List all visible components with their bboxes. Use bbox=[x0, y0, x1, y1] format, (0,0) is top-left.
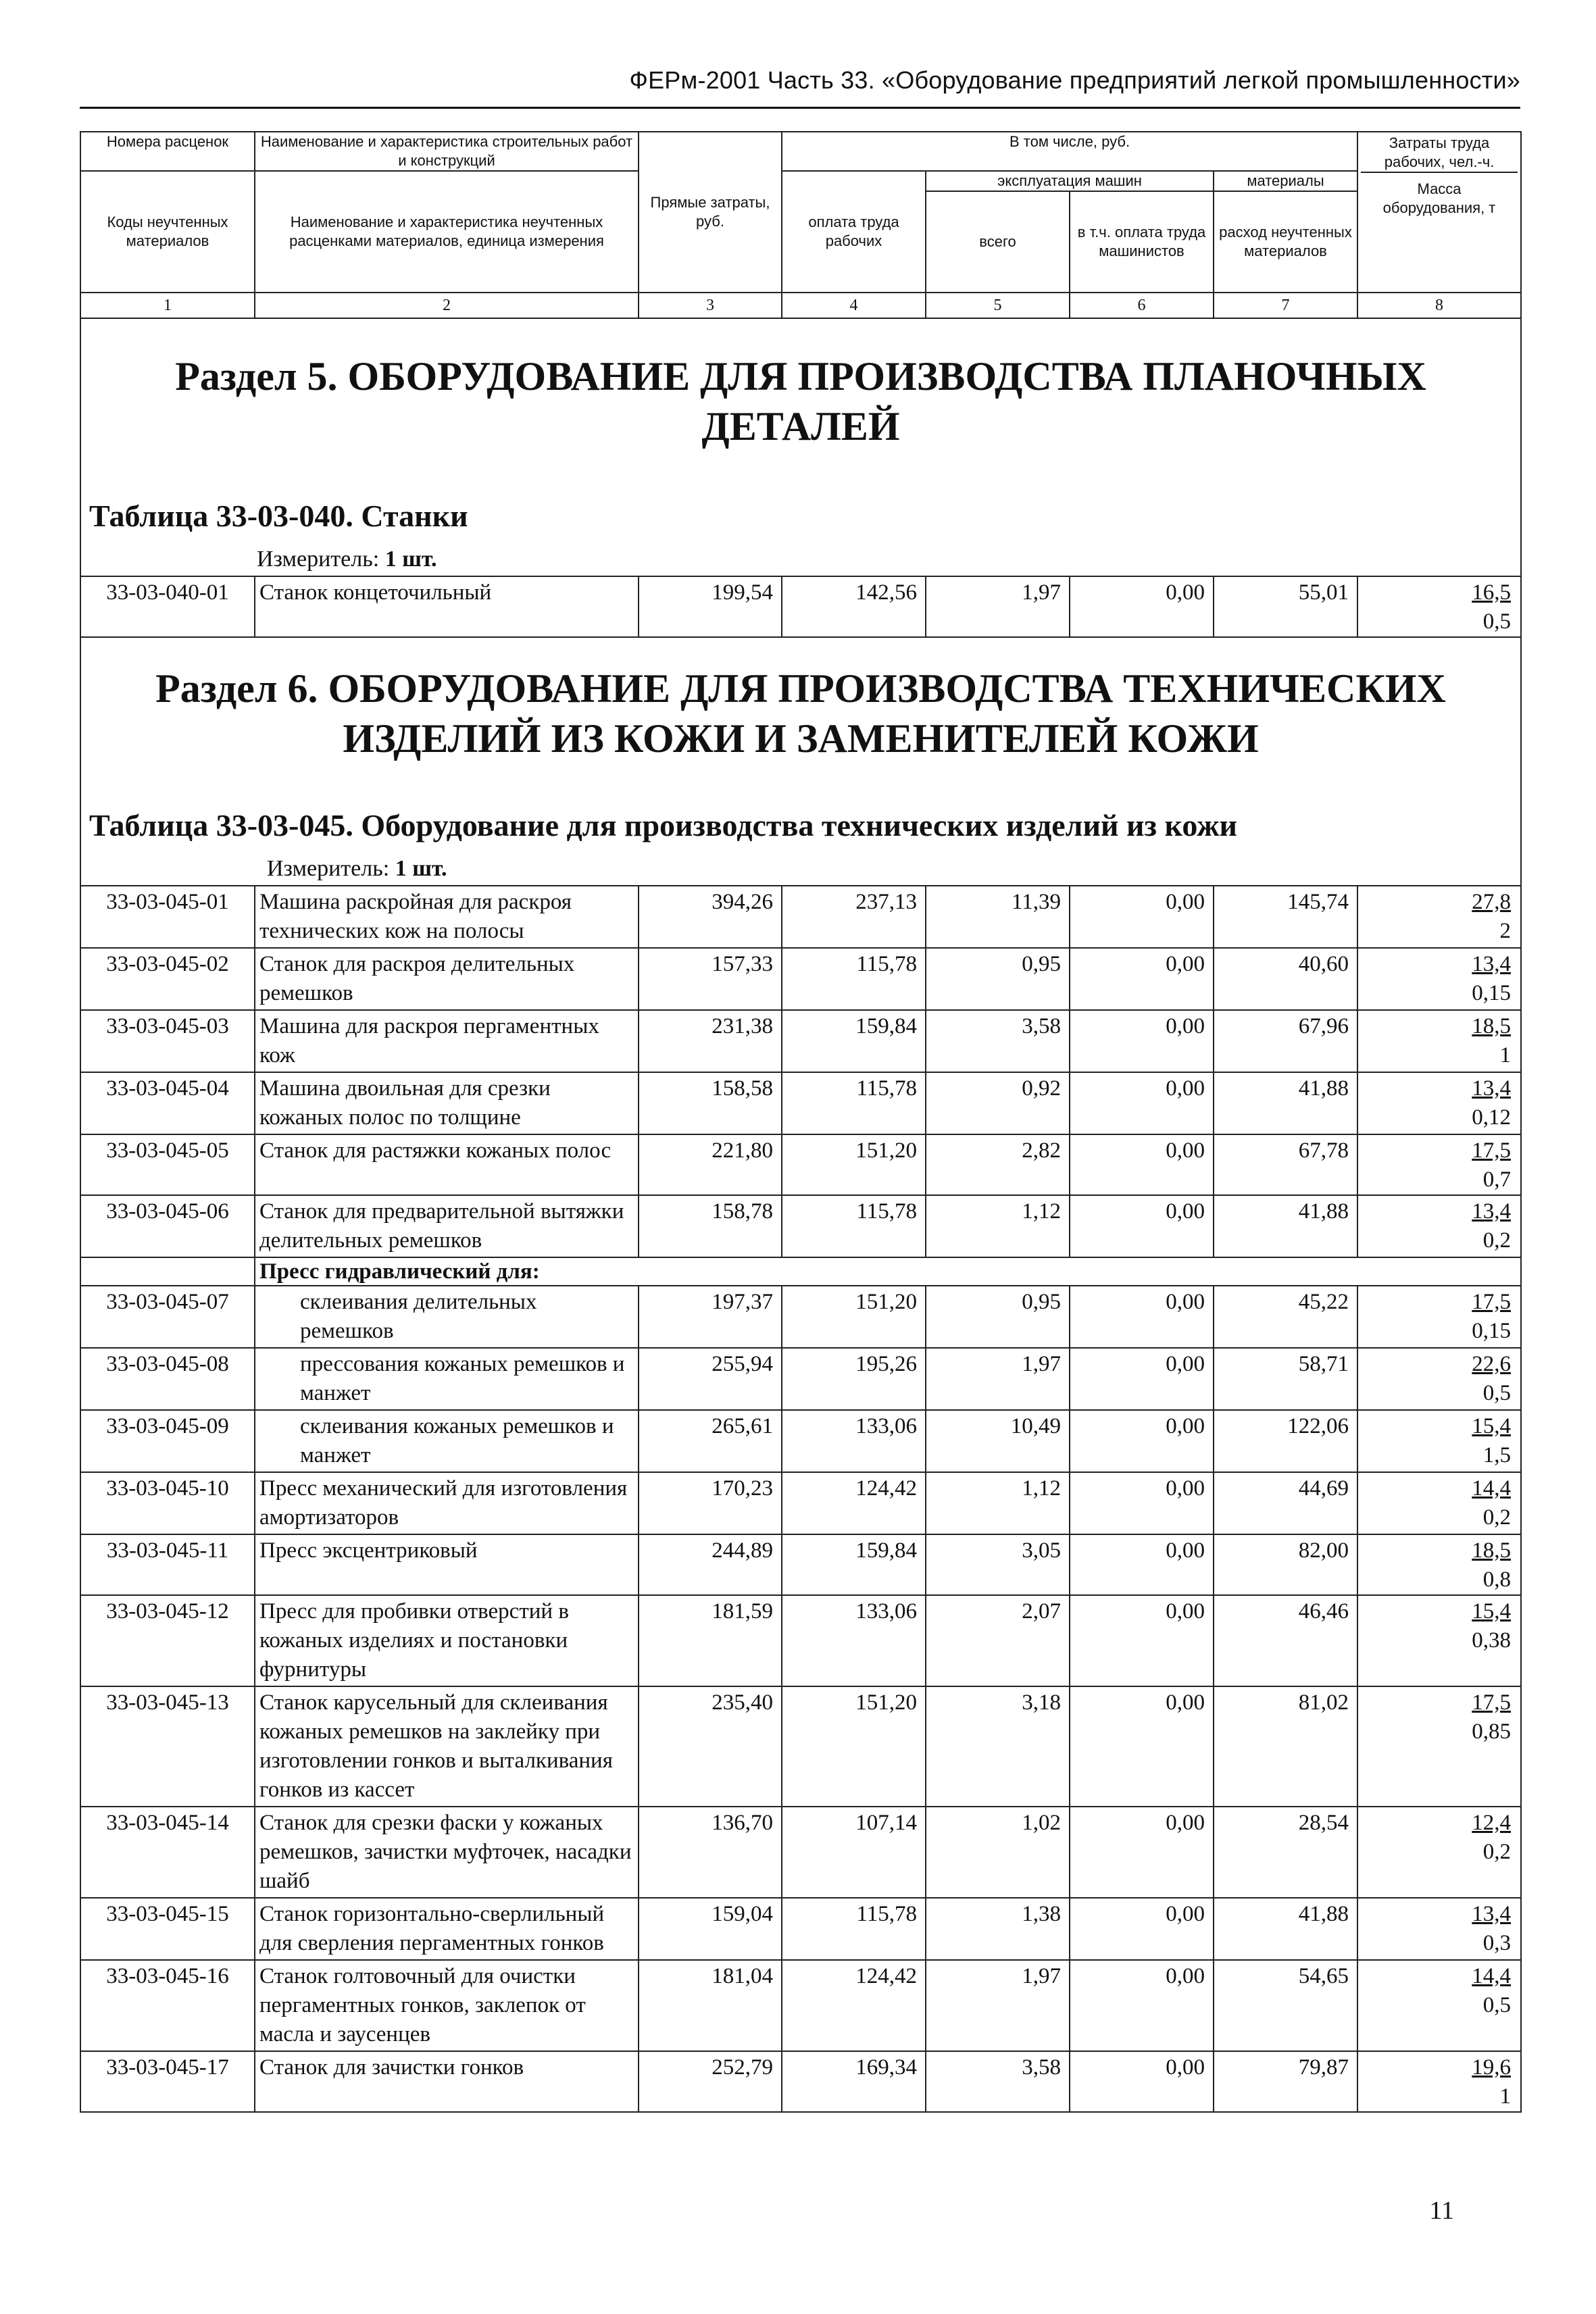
machine-ops: 1,97 bbox=[926, 1960, 1070, 2051]
labor-and-mass bbox=[1357, 1348, 1521, 1410]
equipment-mass: 0,2 bbox=[1482, 1228, 1512, 1253]
labor-hours: 18,5 bbox=[1472, 1014, 1512, 1038]
column-number: 5 bbox=[926, 293, 1070, 318]
column-number: 6 bbox=[1070, 293, 1214, 318]
equipment-mass: 0,85 bbox=[1472, 1719, 1512, 1744]
header-col2-top: Наименование и характеристика строительных работ и конструкций bbox=[255, 132, 639, 171]
equipment-mass: 1 bbox=[1499, 1043, 1512, 1067]
machine-ops: 10,49 bbox=[926, 1410, 1070, 1472]
machine-labor: 0,00 bbox=[1070, 1595, 1214, 1686]
materials: 81,02 bbox=[1214, 1686, 1357, 1807]
equipment-mass: 0,2 bbox=[1482, 1840, 1512, 1864]
machine-ops: 3,18 bbox=[926, 1686, 1070, 1807]
rate-code: 33-03-045-03 bbox=[80, 1010, 255, 1072]
materials: 122,06 bbox=[1214, 1410, 1357, 1472]
table-row bbox=[80, 948, 1521, 1010]
work-name bbox=[255, 1286, 639, 1348]
rate-code: 33-03-045-15 bbox=[80, 1898, 255, 1960]
work-name: Пресс эксцентриковый bbox=[255, 1534, 639, 1595]
work-name-text: склеивания делительных ремешков bbox=[300, 1290, 537, 1343]
machine-ops: 1,97 bbox=[926, 1348, 1070, 1410]
table-row bbox=[80, 1595, 1521, 1686]
machine-ops: 0,92 bbox=[926, 1072, 1070, 1134]
page-number: 11 bbox=[1429, 2196, 1454, 2225]
labor-pay: 237,13 bbox=[782, 886, 926, 948]
labor-and-mass bbox=[1357, 1686, 1521, 1807]
labor-and-mass bbox=[1357, 1410, 1521, 1472]
machine-ops: 1,12 bbox=[926, 1195, 1070, 1257]
labor-hours: 13,4 bbox=[1472, 1076, 1512, 1101]
table-row bbox=[80, 1195, 1521, 1257]
rate-code: 33-03-045-10 bbox=[80, 1472, 255, 1534]
table-row bbox=[80, 1807, 1521, 1898]
equipment-mass: 0,5 bbox=[1482, 609, 1512, 634]
work-name: Станок для растяжки кожаных полос bbox=[255, 1134, 639, 1195]
labor-and-mass bbox=[1357, 1010, 1521, 1072]
labor-and-mass bbox=[1357, 1072, 1521, 1134]
labor-pay: 151,20 bbox=[782, 1286, 926, 1348]
work-name: Станок для предварительной вытяжки делительных ремешков bbox=[255, 1195, 639, 1257]
table-title: Таблица 33-03-045. Оборудование для производства технических изделий из кожи bbox=[89, 808, 1238, 842]
header-col2-bottom: Наименование и характеристика неучтенных расценками материалов, единица измерения bbox=[255, 171, 639, 293]
table-row bbox=[80, 1410, 1521, 1472]
unit-of-measure bbox=[81, 536, 1520, 576]
direct-costs: 221,80 bbox=[639, 1134, 782, 1195]
table-header bbox=[80, 132, 1521, 318]
machine-ops: 0,95 bbox=[926, 1286, 1070, 1348]
labor-pay: 115,78 bbox=[782, 1898, 926, 1960]
direct-costs: 181,59 bbox=[639, 1595, 782, 1686]
section-6 bbox=[80, 637, 1521, 886]
work-name-text: прессования кожаных ремешков и манжет bbox=[300, 1352, 625, 1405]
table-row bbox=[80, 1072, 1521, 1134]
rate-code: 33-03-045-14 bbox=[80, 1807, 255, 1898]
machine-labor: 0,00 bbox=[1070, 1686, 1214, 1807]
materials: 67,96 bbox=[1214, 1010, 1357, 1072]
rate-code: 33-03-045-02 bbox=[80, 948, 255, 1010]
header-machine-total: всего bbox=[926, 191, 1070, 293]
labor-hours: 27,8 bbox=[1472, 890, 1512, 914]
measure-value: 1 шт. bbox=[384, 547, 437, 572]
direct-costs: 158,78 bbox=[639, 1195, 782, 1257]
section-5 bbox=[80, 318, 1521, 576]
section-5-rows bbox=[80, 576, 1521, 637]
rate-code: 33-03-045-11 bbox=[80, 1534, 255, 1595]
machine-ops: 0,95 bbox=[926, 948, 1070, 1010]
materials: 79,87 bbox=[1214, 2051, 1357, 2112]
materials: 46,46 bbox=[1214, 1595, 1357, 1686]
work-name: Пресс для пробивки отверстий в кожаных изделиях и постановки фурнитуры bbox=[255, 1595, 639, 1686]
machine-labor: 0,00 bbox=[1070, 2051, 1214, 2112]
equipment-mass: 0,2 bbox=[1482, 1505, 1512, 1530]
table-row bbox=[80, 1534, 1521, 1595]
materials: 28,54 bbox=[1214, 1807, 1357, 1898]
rate-code: 33-03-045-16 bbox=[80, 1960, 255, 2051]
header-materials-unaccounted: расход неучтенных материалов bbox=[1214, 191, 1357, 293]
machine-labor: 0,00 bbox=[1070, 1348, 1214, 1410]
labor-pay: 124,42 bbox=[782, 1960, 926, 2051]
section-title: Раздел 6. ОБОРУДОВАНИЕ ДЛЯ ПРОИЗВОДСТВА ТЕХНИЧЕСКИХ ИЗДЕЛИЙ ИЗ КОЖИ И ЗАМЕНИТЕЛЕЙ КОЖИ bbox=[155, 666, 1446, 761]
labor-and-mass bbox=[1357, 1595, 1521, 1686]
direct-costs: 244,89 bbox=[639, 1534, 782, 1595]
materials: 58,71 bbox=[1214, 1348, 1357, 1410]
header-equipment-mass: Масса оборудования, т bbox=[1382, 180, 1496, 216]
labor-and-mass bbox=[1357, 948, 1521, 1010]
equipment-mass: 0,3 bbox=[1482, 1931, 1512, 1955]
header-machine-labor: в т.ч. оплата труда машинистов bbox=[1070, 191, 1214, 293]
direct-costs: 181,04 bbox=[639, 1960, 782, 2051]
equipment-mass: 0,5 bbox=[1482, 1993, 1512, 2017]
labor-hours: 13,4 bbox=[1472, 952, 1512, 976]
machine-labor: 0,00 bbox=[1070, 1134, 1214, 1195]
work-name: Пресс механический для изготовления амортизаторов bbox=[255, 1472, 639, 1534]
machine-ops: 2,82 bbox=[926, 1134, 1070, 1195]
header-rule bbox=[80, 107, 1520, 109]
labor-hours: 12,4 bbox=[1472, 1811, 1512, 1835]
labor-and-mass bbox=[1357, 1472, 1521, 1534]
rate-code: 33-03-040-01 bbox=[80, 576, 255, 637]
table-row bbox=[80, 1898, 1521, 1960]
machine-labor: 0,00 bbox=[1070, 576, 1214, 637]
direct-costs: 235,40 bbox=[639, 1686, 782, 1807]
machine-ops: 1,12 bbox=[926, 1472, 1070, 1534]
machine-ops: 1,97 bbox=[926, 576, 1070, 637]
header-direct-costs: Прямые затраты, руб. bbox=[639, 132, 782, 293]
unit-of-measure bbox=[81, 846, 1520, 885]
work-name: Станок концеточильный bbox=[255, 576, 639, 637]
table-row bbox=[80, 576, 1521, 637]
machine-ops: 2,07 bbox=[926, 1595, 1070, 1686]
labor-and-mass bbox=[1357, 1534, 1521, 1595]
machine-ops: 11,39 bbox=[926, 886, 1070, 948]
materials: 44,69 bbox=[1214, 1472, 1357, 1534]
table-row bbox=[80, 1348, 1521, 1410]
labor-pay: 159,84 bbox=[782, 1534, 926, 1595]
labor-and-mass bbox=[1357, 1286, 1521, 1348]
work-name: Машина двоильная для срезки кожаных полос по толщине bbox=[255, 1072, 639, 1134]
group-row bbox=[80, 1257, 1521, 1286]
labor-hours: 19,6 bbox=[1472, 2055, 1512, 2080]
work-name: Станок горизонтально-сверлильный для сверления пергаментных гонков bbox=[255, 1898, 639, 1960]
machine-labor: 0,00 bbox=[1070, 1410, 1214, 1472]
materials: 82,00 bbox=[1214, 1534, 1357, 1595]
work-name: Станок для раскроя делительных ремешков bbox=[255, 948, 639, 1010]
machine-ops: 3,58 bbox=[926, 2051, 1070, 2112]
work-name bbox=[255, 1410, 639, 1472]
labor-pay: 115,78 bbox=[782, 1195, 926, 1257]
equipment-mass: 1,5 bbox=[1482, 1443, 1512, 1467]
header-last-col bbox=[1357, 132, 1521, 293]
direct-costs: 255,94 bbox=[639, 1348, 782, 1410]
header-materials: материалы bbox=[1214, 171, 1357, 191]
labor-pay: 151,20 bbox=[782, 1134, 926, 1195]
labor-pay: 124,42 bbox=[782, 1472, 926, 1534]
machine-labor: 0,00 bbox=[1070, 1898, 1214, 1960]
work-name: Машина раскройная для раскроя технических кож на полосы bbox=[255, 886, 639, 948]
column-number: 3 bbox=[639, 293, 782, 318]
direct-costs: 252,79 bbox=[639, 2051, 782, 2112]
direct-costs: 199,54 bbox=[639, 576, 782, 637]
direct-costs: 265,61 bbox=[639, 1410, 782, 1472]
labor-hours: 22,6 bbox=[1472, 1352, 1512, 1376]
rate-code: 33-03-045-05 bbox=[80, 1134, 255, 1195]
table-row bbox=[80, 1686, 1521, 1807]
labor-pay: 169,34 bbox=[782, 2051, 926, 2112]
materials: 41,88 bbox=[1214, 1072, 1357, 1134]
table-row bbox=[80, 886, 1521, 948]
labor-hours: 13,4 bbox=[1472, 1902, 1512, 1926]
direct-costs: 159,04 bbox=[639, 1898, 782, 1960]
labor-and-mass bbox=[1357, 1807, 1521, 1898]
machine-labor: 0,00 bbox=[1070, 886, 1214, 948]
machine-labor: 0,00 bbox=[1070, 1010, 1214, 1072]
equipment-mass: 0,12 bbox=[1472, 1105, 1512, 1130]
labor-pay: 151,20 bbox=[782, 1686, 926, 1807]
rate-code: 33-03-045-12 bbox=[80, 1595, 255, 1686]
machine-labor: 0,00 bbox=[1070, 1960, 1214, 2051]
materials: 41,88 bbox=[1214, 1898, 1357, 1960]
work-name-text: склеивания кожаных ремешков и манжет bbox=[300, 1414, 614, 1467]
labor-and-mass bbox=[1357, 1195, 1521, 1257]
labor-and-mass bbox=[1357, 576, 1521, 637]
header-labor-hours: Затраты труда рабочих, чел.-ч. bbox=[1361, 134, 1518, 173]
equipment-mass: 0,15 bbox=[1472, 1319, 1512, 1343]
header-col1-top: Номера расценок bbox=[80, 132, 255, 171]
materials: 45,22 bbox=[1214, 1286, 1357, 1348]
rate-code: 33-03-045-13 bbox=[80, 1686, 255, 1807]
machine-ops: 1,38 bbox=[926, 1898, 1070, 1960]
direct-costs: 197,37 bbox=[639, 1286, 782, 1348]
table-row bbox=[80, 1472, 1521, 1534]
rates-table bbox=[80, 131, 1522, 2113]
direct-costs: 170,23 bbox=[639, 1472, 782, 1534]
materials: 55,01 bbox=[1214, 576, 1357, 637]
labor-and-mass bbox=[1357, 1134, 1521, 1195]
direct-costs: 231,38 bbox=[639, 1010, 782, 1072]
section-title: Раздел 5. ОБОРУДОВАНИЕ ДЛЯ ПРОИЗВОДСТВА ПЛАНОЧНЫХ ДЕТАЛЕЙ bbox=[175, 354, 1426, 449]
work-name: Станок карусельный для склеивания кожаных ремешков на заклейку при изготовлении гонков и выталкивания гонков из кассет bbox=[255, 1686, 639, 1807]
column-number: 8 bbox=[1357, 293, 1521, 318]
labor-hours: 15,4 bbox=[1472, 1414, 1512, 1438]
table-row bbox=[80, 1960, 1521, 2051]
machine-labor: 0,00 bbox=[1070, 1195, 1214, 1257]
equipment-mass: 0,38 bbox=[1472, 1628, 1512, 1653]
column-number: 2 bbox=[255, 293, 639, 318]
labor-pay: 195,26 bbox=[782, 1348, 926, 1410]
header-col1-bottom: Коды неучтенных материалов bbox=[80, 171, 255, 293]
equipment-mass: 0,5 bbox=[1482, 1381, 1512, 1405]
labor-pay: 133,06 bbox=[782, 1410, 926, 1472]
labor-pay: 133,06 bbox=[782, 1595, 926, 1686]
work-name: Станок голтовочный для очистки пергаментных гонков, заклепок от масла и заусенцев bbox=[255, 1960, 639, 2051]
materials: 145,74 bbox=[1214, 886, 1357, 948]
work-name: Станок для срезки фаски у кожаных ремешков, зачистки муфточек, насадки шайб bbox=[255, 1807, 639, 1898]
labor-pay: 115,78 bbox=[782, 948, 926, 1010]
equipment-mass: 0,7 bbox=[1482, 1167, 1512, 1192]
table-row bbox=[80, 1134, 1521, 1195]
direct-costs: 157,33 bbox=[639, 948, 782, 1010]
labor-hours: 15,4 bbox=[1472, 1599, 1512, 1624]
labor-hours: 17,5 bbox=[1472, 1690, 1512, 1715]
work-name: Станок для зачистки гонков bbox=[255, 2051, 639, 2112]
column-number: 1 bbox=[80, 293, 255, 318]
labor-hours: 17,5 bbox=[1472, 1138, 1512, 1163]
labor-pay: 142,56 bbox=[782, 576, 926, 637]
machine-labor: 0,00 bbox=[1070, 1072, 1214, 1134]
rate-code: 33-03-045-07 bbox=[80, 1286, 255, 1348]
labor-hours: 17,5 bbox=[1472, 1290, 1512, 1314]
rate-code: 33-03-045-04 bbox=[80, 1072, 255, 1134]
materials: 67,78 bbox=[1214, 1134, 1357, 1195]
labor-hours: 18,5 bbox=[1472, 1538, 1512, 1563]
labor-hours: 16,5 bbox=[1472, 580, 1512, 605]
section-6-rows bbox=[80, 886, 1521, 2112]
measure-label: Измеритель: bbox=[267, 856, 390, 881]
materials: 40,60 bbox=[1214, 948, 1357, 1010]
labor-pay: 159,84 bbox=[782, 1010, 926, 1072]
labor-pay: 115,78 bbox=[782, 1072, 926, 1134]
column-number: 4 bbox=[782, 293, 926, 318]
labor-and-mass bbox=[1357, 886, 1521, 948]
column-number: 7 bbox=[1214, 293, 1357, 318]
measure-label: Измеритель: bbox=[257, 547, 380, 572]
labor-pay: 107,14 bbox=[782, 1807, 926, 1898]
equipment-mass: 2 bbox=[1499, 919, 1512, 943]
work-name bbox=[255, 1348, 639, 1410]
table-row bbox=[80, 1010, 1521, 1072]
table-row bbox=[80, 2051, 1521, 2112]
machine-labor: 0,00 bbox=[1070, 948, 1214, 1010]
running-header: ФЕРм-2001 Часть 33. «Оборудование предприятий легкой промышленности» bbox=[629, 66, 1520, 94]
machine-ops: 3,58 bbox=[926, 1010, 1070, 1072]
equipment-mass: 0,8 bbox=[1482, 1567, 1512, 1592]
rate-code: 33-03-045-09 bbox=[80, 1410, 255, 1472]
work-name: Машина для раскроя пергаментных кож bbox=[255, 1010, 639, 1072]
labor-and-mass bbox=[1357, 1960, 1521, 2051]
labor-and-mass bbox=[1357, 1898, 1521, 1960]
rate-code: 33-03-045-08 bbox=[80, 1348, 255, 1410]
equipment-mass: 1 bbox=[1499, 2084, 1512, 2109]
rate-code: 33-03-045-17 bbox=[80, 2051, 255, 2112]
empty-cell bbox=[80, 1257, 255, 1286]
machine-labor: 0,00 bbox=[1070, 1807, 1214, 1898]
machine-labor: 0,00 bbox=[1070, 1286, 1214, 1348]
rate-code: 33-03-045-01 bbox=[80, 886, 255, 948]
group-label: Пресс гидравлический для: bbox=[255, 1257, 1521, 1286]
machine-ops: 3,05 bbox=[926, 1534, 1070, 1595]
machine-labor: 0,00 bbox=[1070, 1472, 1214, 1534]
materials: 54,65 bbox=[1214, 1960, 1357, 2051]
table-row bbox=[80, 1286, 1521, 1348]
direct-costs: 136,70 bbox=[639, 1807, 782, 1898]
direct-costs: 394,26 bbox=[639, 886, 782, 948]
equipment-mass: 0,15 bbox=[1472, 981, 1512, 1005]
machine-labor: 0,00 bbox=[1070, 1534, 1214, 1595]
header-in-total: В том числе, руб. bbox=[782, 132, 1357, 171]
labor-and-mass bbox=[1357, 2051, 1521, 2112]
labor-hours: 14,4 bbox=[1472, 1964, 1512, 1988]
machine-ops: 1,02 bbox=[926, 1807, 1070, 1898]
labor-hours: 13,4 bbox=[1472, 1199, 1512, 1224]
rate-code: 33-03-045-06 bbox=[80, 1195, 255, 1257]
labor-hours: 14,4 bbox=[1472, 1476, 1512, 1501]
header-labor-pay: оплата труда рабочих bbox=[782, 171, 926, 293]
measure-value: 1 шт. bbox=[395, 856, 447, 881]
direct-costs: 158,58 bbox=[639, 1072, 782, 1134]
table-title: Таблица 33-03-040. Станки bbox=[89, 499, 468, 533]
header-machine-ops: эксплуатация машин bbox=[926, 171, 1214, 191]
materials: 41,88 bbox=[1214, 1195, 1357, 1257]
